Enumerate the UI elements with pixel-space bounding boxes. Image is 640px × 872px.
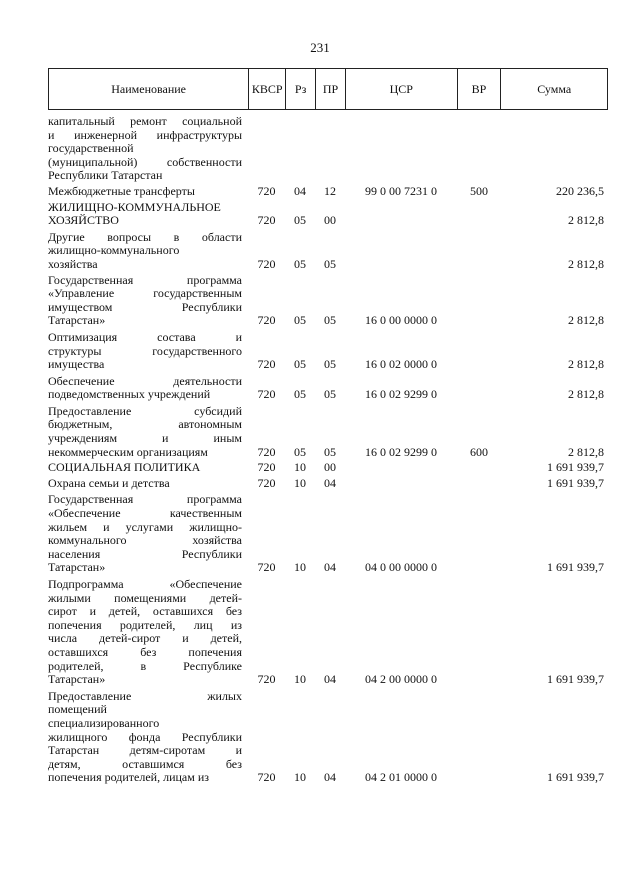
page-number: 231 [310, 40, 330, 55]
table-row [48, 185, 608, 199]
table-row [48, 461, 608, 475]
row-vr: 500 [470, 183, 488, 198]
row-pr: 00 [324, 460, 336, 475]
row-csr: 16 0 02 9299 0 [365, 444, 437, 459]
row-csr: 04 2 01 0000 0 [365, 770, 437, 785]
row-kvsr: 720 [257, 256, 276, 271]
row-rz: 05 [294, 357, 306, 372]
row-name-line: и инженерной инфраструктуры [48, 127, 242, 142]
row-kvsr: 720 [257, 672, 276, 687]
row-name-line: имущества [48, 357, 105, 372]
row-pr: 04 [324, 475, 336, 490]
row-name-line: специализированного [48, 715, 160, 730]
row-kvsr: 720 [257, 770, 276, 785]
row-name [48, 493, 248, 575]
row-sum: 1 691 939,7 [547, 460, 604, 475]
row-sum: 2 812,8 [568, 313, 604, 328]
row-name-line: населения Республики [48, 546, 242, 561]
table-row [48, 405, 608, 459]
row-rz: 05 [294, 256, 306, 271]
row-csr: 99 0 00 7231 0 [365, 183, 437, 198]
row-name-line: жилищного фонда Республики [48, 729, 242, 744]
row-name-line: Другие вопросы в области [48, 229, 242, 244]
row-csr: 04 0 00 0000 0 [365, 560, 437, 575]
row-kvsr: 720 [257, 183, 276, 198]
row-name-line: Оптимизация состава и [48, 329, 242, 344]
row-name-line: коммунального хозяйства [48, 533, 242, 548]
column-header-pr: ПР [315, 69, 345, 109]
table-row [48, 331, 608, 372]
row-name [48, 405, 248, 459]
row-name-line: Государственная программа [48, 492, 242, 507]
row-name-line: Предоставление субсидий [48, 403, 242, 418]
row-name [48, 461, 248, 475]
row-name-line: ЖИЛИЩНО-КОММУНАЛЬНОЕ [48, 199, 221, 214]
row-name-line: Республики Татарстан [48, 168, 163, 183]
row-name [48, 201, 248, 228]
row-name-line: подведомственных учреждений [48, 387, 211, 402]
row-kvsr: 720 [257, 460, 276, 475]
row-name-line: числа детей-сирот и детей, [48, 631, 242, 646]
row-rz: 05 [294, 444, 306, 459]
column-header-csr: ЦСР [345, 69, 457, 109]
row-sum: 2 812,8 [568, 357, 604, 372]
row-name [48, 578, 248, 687]
column-header-kvsr: КВСР [248, 69, 285, 109]
column-header-vr: ВР [457, 69, 501, 109]
row-name-line: жильем и услугами жилищно- [48, 519, 242, 534]
row-name-line: имуществом Республики [48, 299, 242, 314]
row-name-line: Подпрограмма «Обеспечение [48, 577, 242, 591]
row-pr: 12 [324, 183, 336, 198]
row-sum: 1 691 939,7 [547, 560, 604, 575]
row-name-line: Межбюджетные трансферты [48, 183, 195, 198]
row-sum: 2 812,8 [568, 256, 604, 271]
table-row [48, 115, 608, 183]
table-row [48, 493, 608, 575]
row-name [48, 375, 248, 402]
row-sum: 2 812,8 [568, 387, 604, 402]
row-pr: 05 [324, 444, 336, 459]
row-name [48, 477, 248, 491]
row-rz: 10 [294, 770, 306, 785]
row-csr: 16 0 00 0000 0 [365, 313, 437, 328]
row-rz: 10 [294, 672, 306, 687]
row-name-line: некоммерческим организациям [48, 444, 208, 459]
table-row [48, 578, 608, 687]
row-name-line: ХОЗЯЙСТВО [48, 213, 119, 228]
row-name-line: капитальный ремонт социальной [48, 114, 242, 128]
row-csr: 04 2 00 0000 0 [365, 672, 437, 687]
row-name-line: жилыми помещениями детей- [48, 590, 242, 605]
row-kvsr: 720 [257, 357, 276, 372]
table-row [48, 231, 608, 272]
column-header-sum: Сумма [500, 69, 607, 109]
column-header-rz: Рз [285, 69, 315, 109]
row-name-line: СОЦИАЛЬНАЯ ПОЛИТИКА [48, 460, 201, 475]
row-name-line: Татарстан детям-сиротам и [48, 743, 242, 758]
row-pr: 00 [324, 213, 336, 228]
row-rz: 05 [294, 387, 306, 402]
row-name-line: Татарстан» [48, 560, 106, 575]
row-pr: 04 [324, 770, 336, 785]
row-sum: 1 691 939,7 [547, 475, 604, 490]
table-row [48, 274, 608, 328]
row-sum: 1 691 939,7 [547, 770, 604, 785]
row-kvsr: 720 [257, 475, 276, 490]
row-pr: 05 [324, 357, 336, 372]
row-name-line: структуры государственного [48, 343, 242, 358]
row-kvsr: 720 [257, 313, 276, 328]
row-name-line: Охрана семьи и детства [48, 475, 170, 490]
row-pr: 05 [324, 256, 336, 271]
row-name-line: «Обеспечение качественным [48, 506, 242, 521]
table-row [48, 690, 608, 785]
row-name-line: сирот и детей, оставшихся без [48, 604, 242, 619]
row-name-line: жилищно-коммунального [48, 243, 180, 258]
row-rz: 10 [294, 475, 306, 490]
row-name-line: Государственная программа [48, 272, 242, 287]
row-name [48, 274, 248, 328]
row-rz: 05 [294, 313, 306, 328]
row-name-line: оставшихся без попечения [48, 644, 242, 659]
row-kvsr: 720 [257, 387, 276, 402]
row-rz: 05 [294, 213, 306, 228]
row-pr: 04 [324, 672, 336, 687]
row-kvsr: 720 [257, 213, 276, 228]
row-name-line: Предоставление жилых [48, 688, 242, 703]
row-name [48, 331, 248, 372]
row-name [48, 231, 248, 272]
table-row [48, 201, 608, 228]
column-header-name: Наименование [111, 81, 187, 96]
row-name-line: помещений [48, 702, 107, 717]
row-kvsr: 720 [257, 560, 276, 575]
row-vr: 600 [470, 444, 488, 459]
table-row [48, 477, 608, 491]
row-name [48, 690, 248, 785]
row-name [48, 115, 248, 183]
table-body [48, 113, 608, 785]
row-name-line: Татарстан» [48, 672, 106, 687]
row-csr: 16 0 02 9299 0 [365, 387, 437, 402]
row-pr: 05 [324, 387, 336, 402]
row-csr: 16 0 02 0000 0 [365, 357, 437, 372]
row-sum: 2 812,8 [568, 213, 604, 228]
row-name-line: «Управление государственным [48, 286, 242, 301]
table-row [48, 375, 608, 402]
row-sum: 2 812,8 [568, 444, 604, 459]
row-sum: 220 236,5 [556, 183, 604, 198]
row-name-line: государственной [48, 141, 134, 156]
row-rz: 10 [294, 560, 306, 575]
row-pr: 05 [324, 313, 336, 328]
row-name-line: бюджетным, автономным [48, 417, 242, 432]
row-kvsr: 720 [257, 444, 276, 459]
row-name-line: (муниципальной) собственности [48, 154, 242, 169]
row-name-line: Татарстан» [48, 313, 106, 328]
row-sum: 1 691 939,7 [547, 672, 604, 687]
row-name-line: Обеспечение деятельности [48, 373, 242, 388]
row-name [48, 185, 248, 199]
table-header [48, 68, 608, 110]
row-name-line: попечения родителей, лиц из [48, 617, 242, 632]
row-rz: 10 [294, 460, 306, 475]
row-pr: 04 [324, 560, 336, 575]
row-name-line: родителей, в Республике [48, 658, 242, 673]
row-rz: 04 [294, 183, 306, 198]
row-name-line: учреждениям и иным [48, 431, 242, 446]
row-name-line: попечения родителей, лицам из [48, 770, 209, 785]
row-name-line: хозяйства [48, 256, 98, 271]
row-name-line: детям, оставшимся без [48, 756, 242, 771]
